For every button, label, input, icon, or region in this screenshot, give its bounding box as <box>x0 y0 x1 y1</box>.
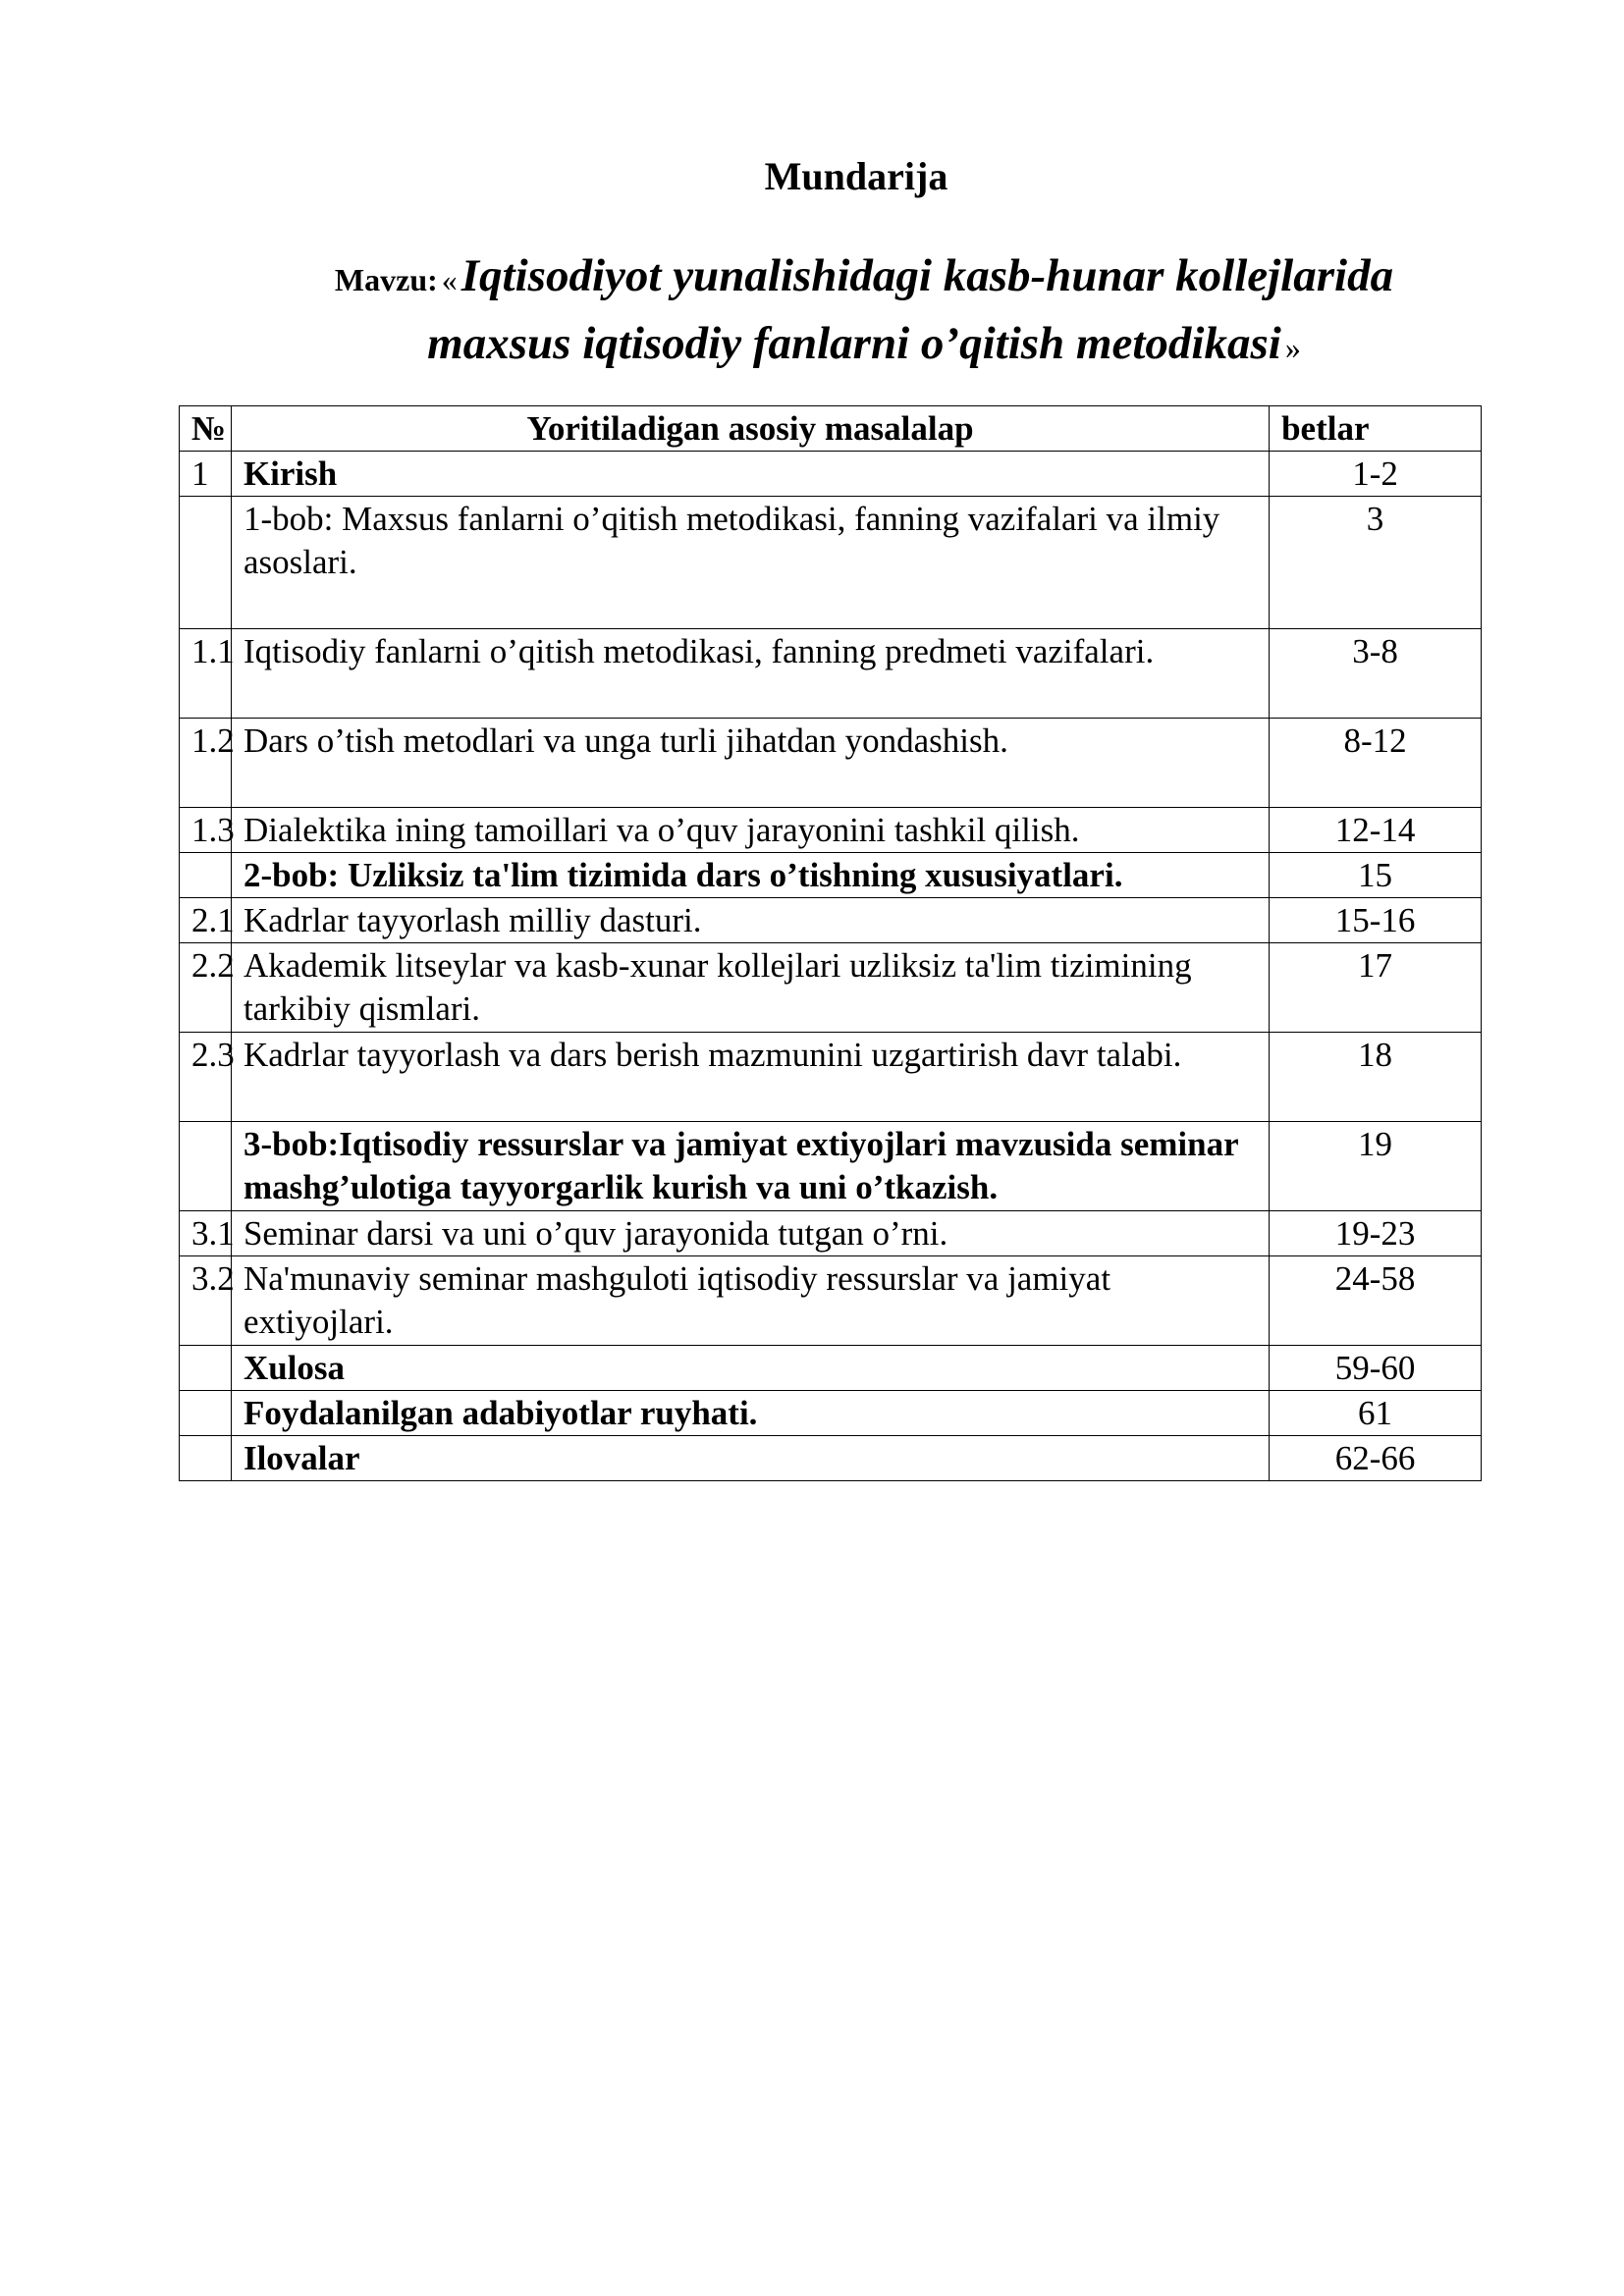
row-number: 1.1 <box>180 629 232 719</box>
row-number: 3.2 <box>180 1256 232 1346</box>
row-number <box>180 1346 232 1391</box>
row-topic: Kadrlar tayyorlash milliy dasturi. <box>231 898 1269 943</box>
row-topic: 1-bob: Maxsus fanlarni o’qitish metodikasi, fanning vazifalari va ilmiy asoslari. <box>231 497 1269 629</box>
row-pages: 8-12 <box>1270 719 1482 808</box>
table-row <box>180 853 1482 898</box>
table-row <box>180 497 1482 629</box>
table-row <box>180 1346 1482 1391</box>
row-topic: 3-bob:Iqtisodiy ressurslar va jamiyat extiyojlari mavzusida seminar mashg’ulotiga tayyorgarlik kurish va uni o’tkazish. <box>231 1122 1269 1211</box>
subject-heading <box>177 247 1551 383</box>
subject-label: Mavzu: <box>334 262 438 297</box>
table-row <box>180 1211 1482 1256</box>
subject-topic-line1: Iqtisodiyot yunalishidagi kasb-hunar kollejlarida <box>460 250 1394 301</box>
row-topic: Kadrlar tayyorlash va dars berish mazmunini uzgartirish davr talabi. <box>231 1033 1269 1122</box>
row-topic: 2-bob: Uzliksiz ta'lim tizimida dars o’tishning xususiyatlari. <box>231 853 1269 898</box>
page-title: Mundarija <box>764 154 948 198</box>
close-quote: » <box>1284 330 1301 365</box>
row-pages: 15-16 <box>1270 898 1482 943</box>
header-number: № <box>180 406 232 452</box>
row-number: 2.1 <box>180 898 232 943</box>
row-topic: Seminar darsi va uni o’quv jarayonida tutgan o’rni. <box>231 1211 1269 1256</box>
row-pages: 12-14 <box>1270 808 1482 853</box>
row-topic: Na'munaviy seminar mashguloti iqtisodiy ressurslar va jamiyat extiyojlari. <box>231 1256 1269 1346</box>
row-topic: Kirish <box>231 452 1269 497</box>
row-topic: Xulosa <box>231 1346 1269 1391</box>
table-row <box>180 898 1482 943</box>
table-row <box>180 629 1482 719</box>
row-number: 1.3 <box>180 808 232 853</box>
row-topic: Akademik litseylar va kasb-xunar kollejlari uzliksiz ta'lim tizimining tarkibiy qismlari. <box>231 943 1269 1033</box>
row-topic: Dialektika ining tamoillari va o’quv jarayonini tashkil qilish. <box>231 808 1269 853</box>
table-row <box>180 1033 1482 1122</box>
row-pages: 19-23 <box>1270 1211 1482 1256</box>
table-row <box>180 943 1482 1033</box>
row-number: 1.2 <box>180 719 232 808</box>
row-topic: Ilovalar <box>231 1436 1269 1481</box>
row-number <box>180 1436 232 1481</box>
row-number: 3.1 <box>180 1211 232 1256</box>
row-topic: Dars o’tish metodlari va unga turli jihatdan yondashish. <box>231 719 1269 808</box>
row-number: 1 <box>180 452 232 497</box>
row-topic: Foydalanilgan adabiyotlar ruyhati. <box>231 1391 1269 1436</box>
row-number <box>180 1122 232 1211</box>
row-number: 2.3 <box>180 1033 232 1122</box>
row-number <box>180 1391 232 1436</box>
table-row <box>180 1391 1482 1436</box>
table-row <box>180 719 1482 808</box>
header-pages: betlar <box>1270 406 1482 452</box>
contents-table <box>179 405 1482 1481</box>
row-number <box>180 497 232 629</box>
table-row <box>180 1256 1482 1346</box>
row-pages: 59-60 <box>1270 1346 1482 1391</box>
table-row <box>180 808 1482 853</box>
row-pages: 24-58 <box>1270 1256 1482 1346</box>
row-pages: 1-2 <box>1270 452 1482 497</box>
open-quote: « <box>441 262 458 297</box>
row-pages: 19 <box>1270 1122 1482 1211</box>
row-pages: 61 <box>1270 1391 1482 1436</box>
row-number <box>180 853 232 898</box>
header-topic: Yoritiladigan asosiy masalalap <box>231 406 1269 452</box>
subject-topic-line2: maxsus iqtisodiy fanlarni o’qitish metodikasi <box>427 318 1281 369</box>
table-row <box>180 1122 1482 1211</box>
row-pages: 18 <box>1270 1033 1482 1122</box>
row-pages: 15 <box>1270 853 1482 898</box>
table-row <box>180 452 1482 497</box>
row-pages: 17 <box>1270 943 1482 1033</box>
row-number: 2.2 <box>180 943 232 1033</box>
row-pages: 3-8 <box>1270 629 1482 719</box>
row-pages: 62-66 <box>1270 1436 1482 1481</box>
table-header-row <box>180 406 1482 452</box>
row-pages: 3 <box>1270 497 1482 629</box>
row-topic: Iqtisodiy fanlarni o’qitish metodikasi, fanning predmeti vazifalari. <box>231 629 1269 719</box>
table-row <box>180 1436 1482 1481</box>
